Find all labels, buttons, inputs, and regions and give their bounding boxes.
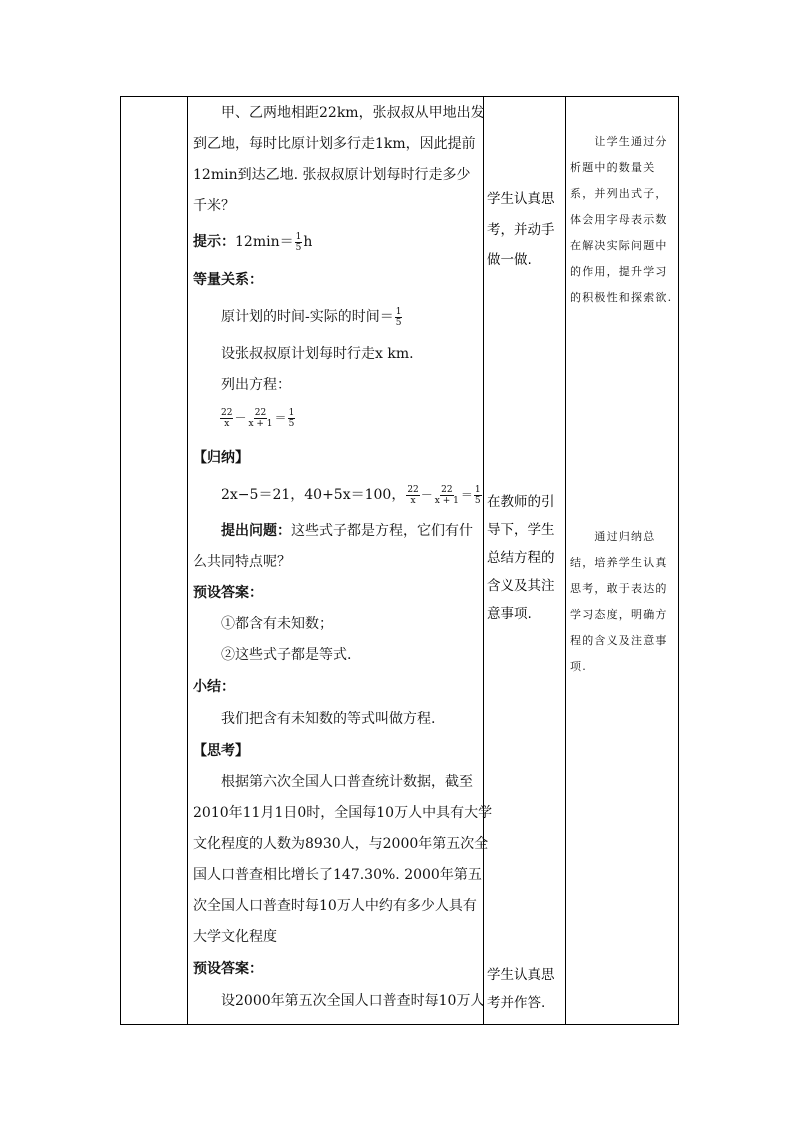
fraction: $\frac{22}{x + 1}$	[434, 484, 459, 506]
equal-relation-line: 原计划的时间-实际的时间＝ $\frac{1}{5}$	[221, 306, 402, 328]
conclusion-label: 小结：	[193, 679, 235, 695]
answer-item: ②这些式子都是等式.	[221, 647, 352, 663]
activity-line: 做一做.	[487, 252, 532, 268]
fraction: $\frac{22}{x}$	[407, 484, 419, 506]
answer-label: 预设答案：	[193, 961, 263, 977]
equation: $\frac{22}{x}$ － $\frac{22}{x + 1}$ ＝ $\frac{1}{5}$	[221, 407, 295, 429]
think-line: 2010年11月1日0时，全国每10万人中具有大学	[193, 805, 493, 821]
think-line: 次全国人口普查时每10万人中约有多少人具有	[193, 898, 477, 914]
activity-line: 在教师的引	[487, 494, 555, 510]
hint-line: 提示：12min＝ $\frac{1}{5}$ h	[193, 231, 313, 253]
lesson-table	[120, 96, 679, 1025]
fraction: $\frac{1}{5}$	[295, 231, 302, 253]
fraction: $\frac{1}{5}$	[288, 407, 295, 429]
summary-heading: 【归纳】	[193, 450, 249, 466]
fraction: $\frac{22}{x}$	[221, 407, 233, 429]
activity-line: 意事项.	[487, 606, 532, 622]
list-label: 列出方程：	[221, 377, 291, 393]
design-intent-column	[565, 97, 678, 1024]
problem-line: 甲、乙两地相距22km，张叔叔从甲地出发	[221, 105, 485, 121]
activity-line: 含义及其注	[487, 578, 555, 594]
problem-line: 千米？	[193, 198, 235, 214]
student-activity-column	[483, 97, 565, 1024]
conclusion-text: 我们把含有未知数的等式叫做方程.	[221, 711, 436, 727]
activity-line: 导下，学生	[487, 522, 555, 538]
fraction: $\frac{1}{5}$	[474, 484, 481, 506]
let-line: 设张叔叔原计划每时行走x km.	[221, 346, 414, 362]
fraction: $\frac{22}{x + 1}$	[248, 407, 273, 429]
activity-line: 学生认真思	[487, 191, 555, 207]
think-line: 国人口普查相比增长了147.30%. 2000年第五	[193, 867, 482, 883]
summary-equations: 2x−5＝21，40+5x＝100， $\frac{22}{x}$ － $\frac{22}{x + 1}$ ＝ $\frac{1}{5}$	[221, 484, 481, 506]
hint-lhs: 12min＝	[235, 234, 294, 250]
question-line: 提出问题：这些式子都是方程，它们有什	[221, 523, 473, 539]
think-heading: 【思考】	[193, 743, 249, 759]
fraction: $\frac{1}{5}$	[395, 306, 402, 328]
activity-line: 考并作答.	[487, 995, 546, 1011]
problem-line: 到乙地，每时比原计划多行走1km，因此提前	[193, 136, 476, 152]
activity-line: 学生认真思	[487, 967, 555, 983]
answer-label: 预设答案：	[193, 585, 263, 601]
answer-item: ①都含有未知数；	[221, 616, 333, 632]
activity-line: 考，并动手	[487, 222, 555, 238]
design-intent-text: 通过归纳总结，培养学生认真思考，敢于表达的学习态度，明确方程的含义及注意事项.	[570, 530, 668, 673]
answer-line: 设2000年第五次全国人口普查时每10万人	[221, 993, 485, 1009]
content-column	[187, 97, 493, 1024]
think-line: 文化程度的人数为8930人，与2000年第五次全	[193, 836, 489, 852]
think-line: 根据第六次全国人口普查统计数据，截至	[221, 774, 473, 790]
design-intent-text: 让学生通过分析题中的数量关系，并列出式子，体会用字母表示数在解决实际问题中的作用，提升学习的积极性和探索欲.	[570, 135, 673, 304]
hint-label: 提示：	[193, 234, 235, 250]
think-line: 大学文化程度	[193, 929, 277, 945]
equal-relation-label: 等量关系：	[193, 272, 263, 288]
activity-line: 总结方程的	[487, 550, 555, 566]
question-line: 么共同特点呢？	[193, 554, 291, 570]
problem-line: 12min到达乙地. 张叔叔原计划每时行走多少	[193, 167, 471, 183]
